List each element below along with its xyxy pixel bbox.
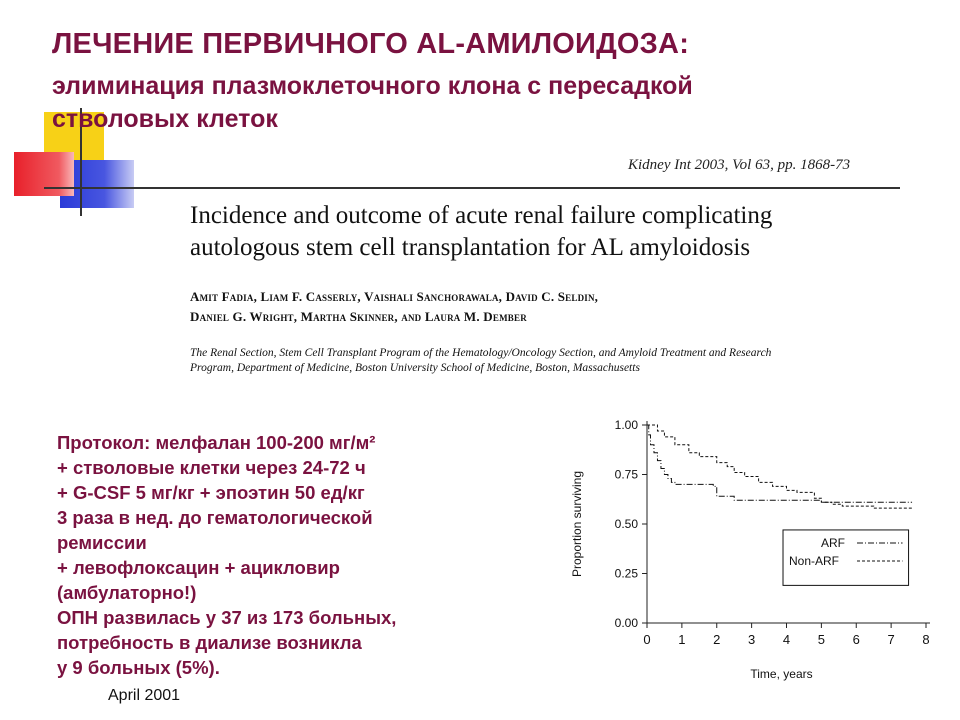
paper-authors (190, 287, 598, 327)
x-tick-label: 5 (817, 632, 825, 647)
x-axis-label: Time, years (750, 667, 813, 681)
affiliation-line-1: The Renal Section, Stem Cell Transplant Program of the Hematology/Oncology Section, and Amyloid Treatment and Research (190, 347, 772, 359)
legend-label: Non-ARF (789, 553, 840, 568)
protocol-line: + стволовые клетки через 24-72 ч (57, 457, 366, 478)
series-line-non-arf (647, 425, 912, 508)
authors-line-2: Daniel G. Wright, Martha Skinner, and Laura M. Dember (190, 309, 527, 324)
footer-date: April 2001 (108, 687, 181, 704)
protocol-line: 3 раза в нед. до гематологической (57, 507, 373, 528)
x-tick-label: 7 (887, 632, 895, 647)
protocol-line: ремиссии (57, 532, 147, 553)
y-axis-label: Proportion surviving (570, 470, 584, 578)
protocol-line: + левофлоксацин + ацикловир (57, 557, 340, 578)
affiliation-line-2: Program, Department of Medicine, Boston University School of Medicine, Boston, Massachusetts (190, 362, 640, 374)
series-line-arf (647, 425, 912, 502)
x-tick-label: 2 (713, 632, 721, 647)
decor-red-block (14, 152, 74, 196)
x-tick-label: 1 (678, 632, 686, 647)
slide-title: ЛЕЧЕНИЕ ПЕРВИЧНОГО AL-АМИЛОИДОЗА: (52, 28, 690, 60)
x-tick-label: 4 (782, 632, 791, 647)
y-tick-label: 0.00 (614, 616, 638, 630)
y-tick-label: 0.50 (614, 517, 638, 531)
protocol-line: Протокол: мелфалан 100-200 мг/м² (57, 432, 376, 453)
x-tick-label: 0 (643, 632, 651, 647)
paper-title-line-2: autologous stem cell transplantation for AL amyloidosis (190, 234, 751, 261)
protocol-line: (амбулаторно!) (57, 582, 197, 603)
slide-subtitle (52, 70, 892, 136)
y-tick-label: 0.25 (614, 566, 638, 581)
x-tick-label: 6 (852, 632, 860, 647)
authors-line-1: Amit Fadia, Liam F. Casserly, Vaishali Sanchorawala, David C. Seldin, (190, 289, 599, 304)
decor-horizontal-line (44, 187, 900, 189)
y-tick-label: 0.75 (614, 467, 638, 482)
paper-affiliation (190, 346, 950, 376)
protocol-line: у 9 больных (5%). (57, 657, 220, 678)
x-tick-label: 8 (922, 632, 930, 647)
x-tick-label: 3 (748, 632, 756, 647)
protocol-line: потребность в диализе возникла (57, 632, 362, 653)
subtitle-line-1: элиминация плазмоклеточного клона с пересадкой (52, 72, 693, 100)
subtitle-line-2: стволовых клеток (52, 105, 278, 133)
paper-title-line-1: Incidence and outcome of acute renal failure complicating (190, 202, 773, 229)
y-tick-label: 1.00 (614, 418, 638, 432)
protocol-line: + G-CSF 5 мг/кг + эпоэтин 50 ед/кг (57, 482, 365, 503)
protocol-text (57, 430, 527, 680)
paper-title (190, 200, 772, 264)
journal-reference: Kidney Int 2003, Vol 63, pp. 1868-73 (628, 157, 851, 173)
protocol-line: ОПН развилась у 37 из 173 больных, (57, 607, 397, 628)
legend-label: ARF (821, 535, 846, 550)
survival-chart (560, 405, 950, 695)
